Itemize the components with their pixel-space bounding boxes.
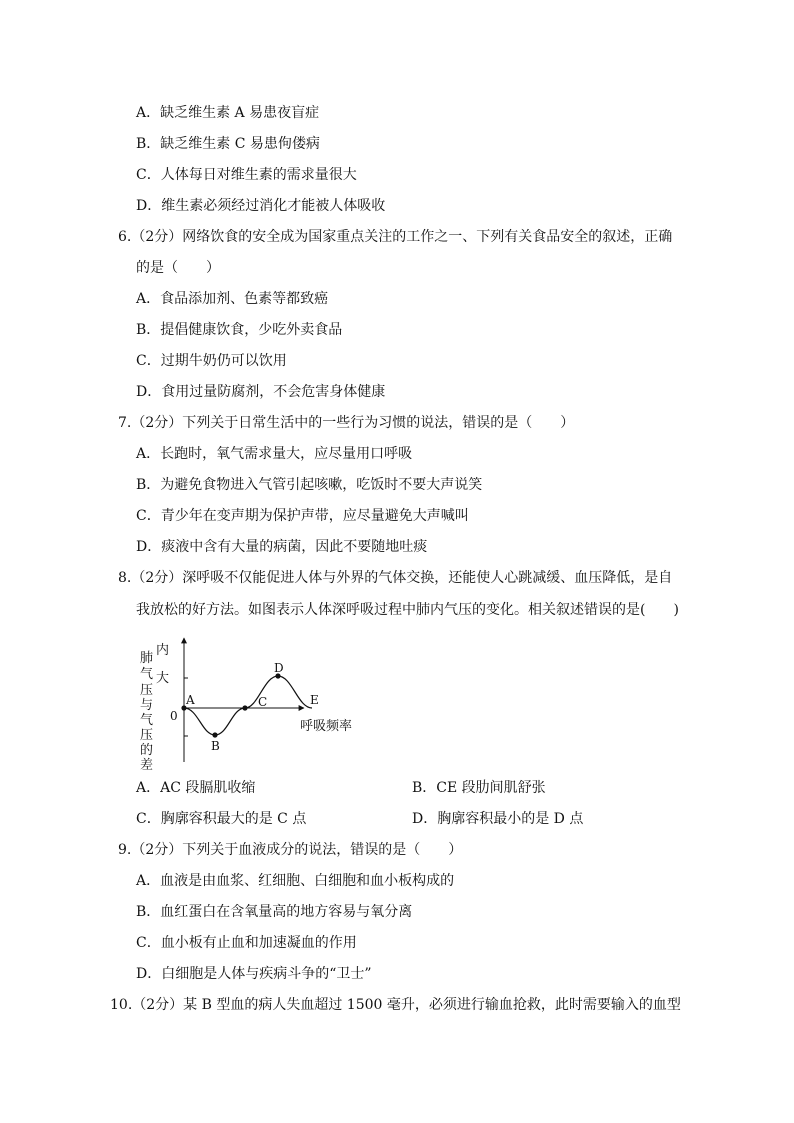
pressure-curve	[184, 676, 312, 735]
point-label-e: E	[310, 693, 319, 707]
q7-option-c: C．青少年在变声期为保护声带，应尽量避免大声喊叫	[136, 508, 469, 524]
x-axis-label: 呼吸频率	[300, 719, 353, 734]
point-label-b: B	[211, 739, 220, 753]
q8-option-b: B．CE 段肋间肌舒张	[412, 780, 546, 796]
point-label-a: A	[186, 693, 195, 707]
q8-pressure-graph	[128, 634, 368, 773]
q9-stem: 9.（2分）下列关于血液成分的说法，错误的是（ ）	[118, 842, 463, 858]
q7-option-d: D．痰液中含有大量的病菌，因此不要随地吐痰	[136, 539, 428, 555]
q8-option-c: C．胸廓容积最大的是 C 点	[136, 811, 307, 827]
q5-option-a: A．缺乏维生素 A 易患夜盲症	[136, 105, 320, 121]
q6-stem: 6.（2分）网络饮食的安全成为国家重点关注的工作之一、下列有关食品安全的叙述，正确	[118, 229, 673, 245]
q10-stem: 10.（2分）某 B 型血的病人失血超过 1500 毫升，必须进行输血抢救，此时需要输入的血型	[110, 997, 681, 1013]
point-c	[242, 705, 247, 710]
q6-option-c: C．过期牛奶仍可以饮用	[136, 353, 287, 369]
q8-option-a: A．AC 段膈肌收缩	[136, 780, 256, 796]
q5-option-d: D．维生素必须经过消化才能被人体吸收	[136, 198, 386, 214]
q6-option-a: A．食品添加剂、色素等都致癌	[136, 291, 329, 307]
y-axis-label-col1: 肺 气 压 与 气 压 的 差	[140, 651, 154, 773]
q8-stem-continued: 我放松的好方法。如图表示人体深呼吸过程中肺内气压的变化。相关叙述错误的是( )	[136, 602, 679, 618]
q6-stem-continued: 的是（ ）	[136, 260, 220, 276]
point-label-d: D	[274, 661, 284, 675]
q5-option-c: C．人体每日对维生素的需求量很大	[136, 167, 357, 183]
q9-option-a: A．血液是由血浆、红细胞、白细胞和血小板构成的	[136, 873, 455, 889]
ylabel-char: 肺	[140, 651, 154, 666]
origin-label: 0	[170, 709, 178, 723]
q5-option-b: B．缺乏维生素 C 易患佝偻病	[136, 136, 320, 152]
q8-stem: 8.（2分）深呼吸不仅能促进人体与外界的气体交换，还能使人心跳减缓、血压降低，是自	[118, 570, 673, 586]
point-label-c: C	[258, 695, 268, 709]
y-axis-label-col2: 内 大	[156, 643, 170, 686]
q9-option-b: B．血红蛋白在含氧量高的地方容易与氧分离	[136, 904, 413, 920]
q7-option-a: A．长跑时，氧气需求量大，应尽量用口呼吸	[136, 446, 413, 462]
q8-option-d: D．胸廓容积最小的是 D 点	[412, 811, 584, 827]
point-b	[212, 732, 217, 737]
q6-option-d: D．食用过量防腐剂，不会危害身体健康	[136, 384, 386, 400]
q6-option-b: B．提倡健康饮食，少吃外卖食品	[136, 322, 343, 338]
q7-stem: 7.（2分）下列关于日常生活中的一些行为习惯的说法，错误的是（ ）	[118, 415, 575, 431]
q7-option-b: B．为避免食物进入气管引起咳嗽，吃饭时不要大声说笑	[136, 477, 483, 493]
q9-option-c: C．血小板有止血和加速凝血的作用	[136, 935, 357, 951]
q9-option-d: D．白细胞是人体与疾病斗争的“卫士”	[136, 966, 372, 982]
